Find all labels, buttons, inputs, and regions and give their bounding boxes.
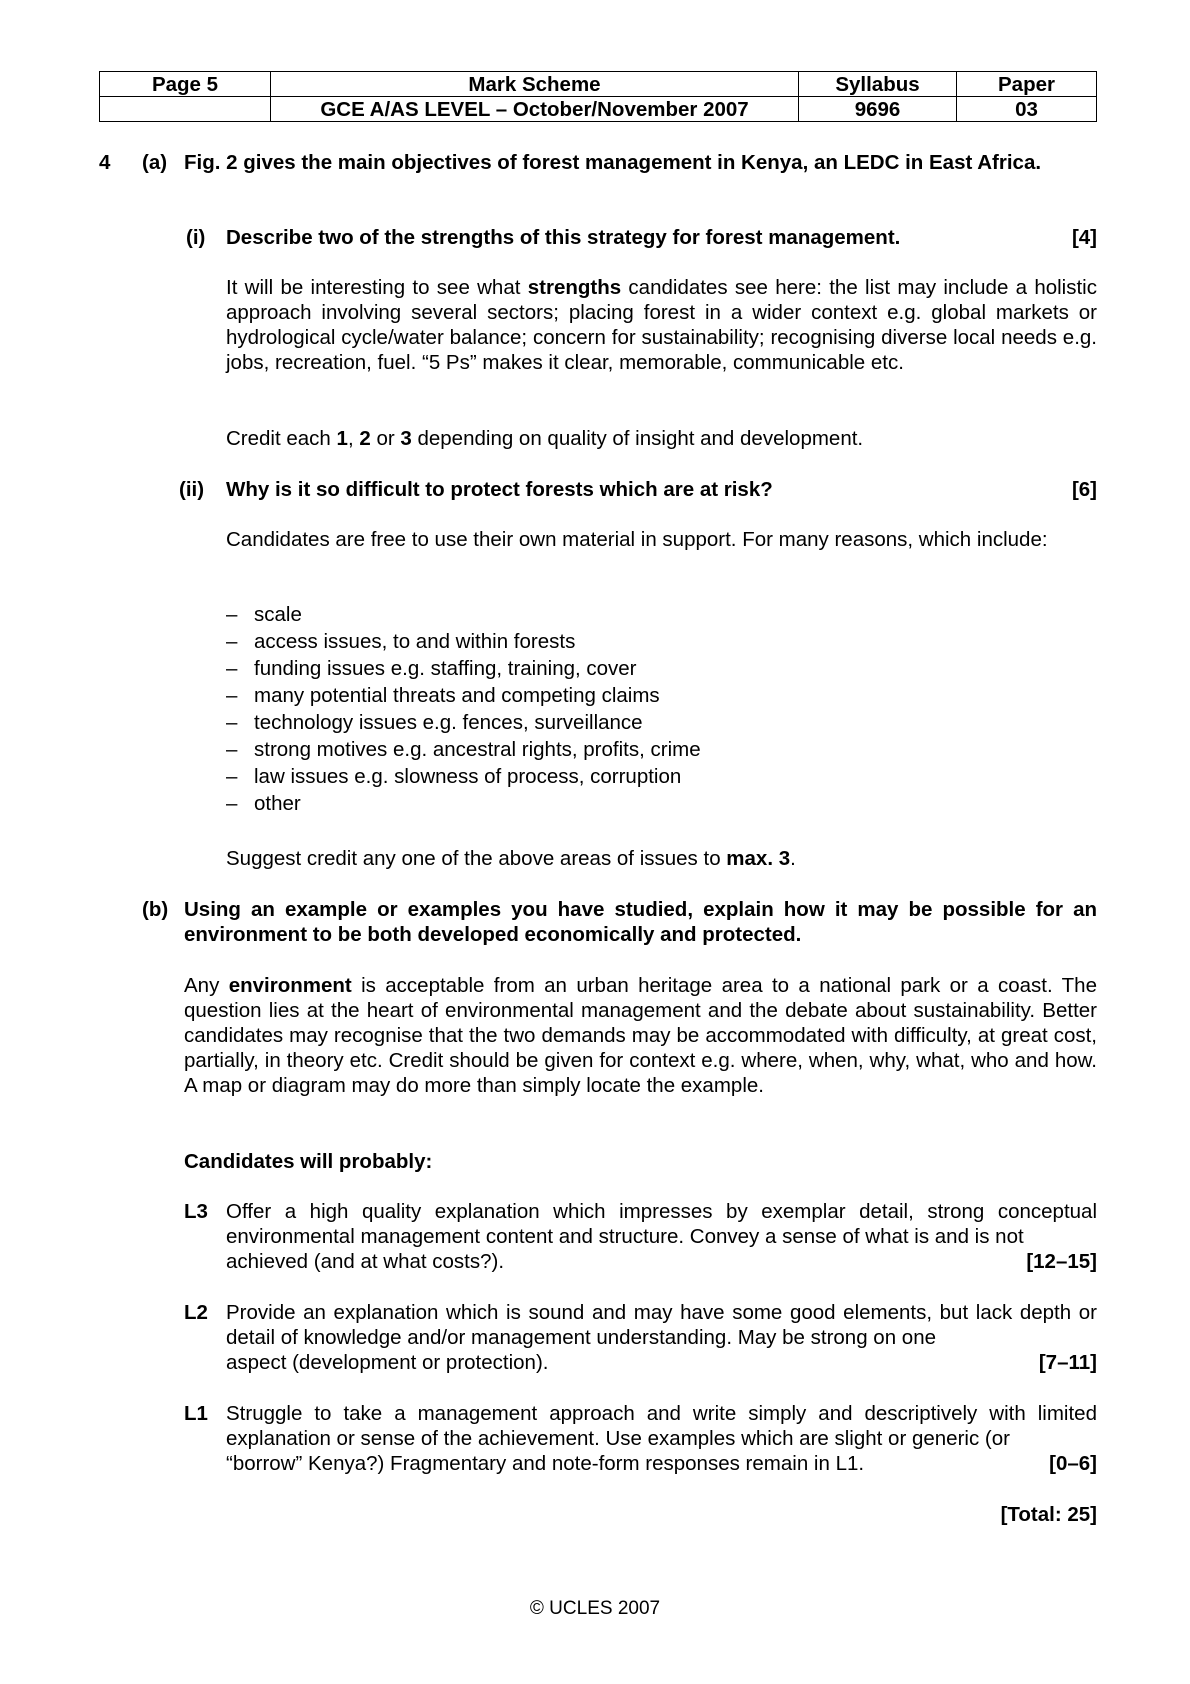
list-item	[226, 790, 1097, 817]
header-empty-cell	[100, 97, 271, 122]
level-description: Provide an explanation which is sound and may have some good elements, but lack depth or detail of knowledge and/or management understanding. May be strong on one	[226, 1301, 1097, 1349]
reasons-list	[226, 601, 1097, 817]
level-label: L3	[184, 1200, 208, 1223]
emphasis-strengths: strengths	[527, 276, 622, 299]
level-last-line	[226, 1350, 1097, 1375]
list-item-text: scale	[254, 603, 302, 626]
level-l1	[184, 1401, 1097, 1476]
list-item-text: funding issues e.g. staffing, training, cover	[254, 657, 637, 680]
header-doc-title: Mark Scheme	[271, 72, 799, 97]
level-description-end: aspect (development or protection).	[226, 1351, 549, 1374]
subpart-i-row	[226, 225, 1097, 250]
header-exam: GCE A/AS LEVEL – October/November 2007	[271, 97, 799, 122]
level-text	[226, 1300, 1097, 1375]
candidates-heading: Candidates will probably:	[184, 1150, 433, 1173]
list-item	[226, 628, 1097, 655]
subpart-i-answer	[226, 275, 1097, 375]
emphasis: 1	[336, 427, 348, 450]
level-marks: [7–11]	[1038, 1351, 1097, 1374]
text-run: Suggest credit any one of the above areas of issues to	[226, 847, 727, 870]
part-a-question: Fig. 2 gives the main objectives of forest management in Kenya, an LEDC in East Africa.	[184, 151, 1042, 174]
level-label: L2	[184, 1301, 208, 1324]
text-run: or	[370, 427, 401, 450]
subpart-ii-intro: Candidates are free to use their own material in support. For many reasons, which include:	[226, 528, 1048, 551]
footer-copyright: © UCLES 2007	[529, 1598, 661, 1619]
subpart-ii-label: (ii)	[179, 478, 205, 501]
list-item	[226, 736, 1097, 763]
subpart-i-marks: [4]	[1071, 226, 1097, 249]
level-description-end: “borrow” Kenya?) Fragmentary and note-form responses remain in L1.	[226, 1452, 865, 1475]
level-last-line	[226, 1249, 1097, 1274]
header-table	[99, 71, 1097, 122]
level-text	[226, 1401, 1097, 1476]
part-a-label: (a)	[142, 151, 168, 174]
list-item	[226, 763, 1097, 790]
subpart-ii-marks: [6]	[1071, 478, 1097, 501]
header-paper-label: Paper	[957, 72, 1097, 97]
dash-bullet: –	[226, 684, 238, 707]
level-description-end: achieved (and at what costs?).	[226, 1250, 505, 1273]
list-item-text: other	[254, 792, 301, 815]
text-run: Credit each	[226, 427, 337, 450]
list-item-text: access issues, to and within forests	[254, 630, 576, 653]
dash-bullet: –	[226, 603, 238, 626]
level-marks: [12–15]	[1026, 1250, 1097, 1273]
text-run: .	[790, 847, 796, 870]
part-b-question: Using an example or examples you have studied, explain how it may be possible for an environment to be both developed economically and protected.	[184, 898, 1097, 946]
level-l2	[184, 1300, 1097, 1375]
list-item-text: strong motives e.g. ancestral rights, profits, crime	[254, 738, 701, 761]
level-last-line	[226, 1451, 1097, 1476]
dash-bullet: –	[226, 792, 238, 815]
dash-bullet: –	[226, 765, 238, 788]
level-description: Struggle to take a management approach and write simply and descriptively with limited explanation or sense of the achievement. Use examples which are slight or generic (or	[226, 1402, 1097, 1450]
list-item-text: technology issues e.g. fences, surveillance	[254, 711, 643, 734]
dash-bullet: –	[226, 711, 238, 734]
text-run: depending on quality of insight and development.	[411, 427, 864, 450]
text-run: candidates see here: the list may include a holistic approach involving several sectors; placing forest in a wider context e.g. global markets or hydrological cycle/water balance; concern for sustainability; recognising diverse local needs e.g. jobs, recreation, fuel. “5 Ps” makes it clear, memorable, communicable etc.	[226, 276, 1097, 374]
list-item	[226, 601, 1097, 628]
question-number: 4	[99, 151, 111, 174]
list-item	[226, 709, 1097, 736]
emphasis: 2	[359, 427, 371, 450]
total-marks: [Total: 25]	[1000, 1503, 1097, 1526]
part-b-answer	[184, 973, 1097, 1098]
level-marks: [0–6]	[1049, 1452, 1097, 1475]
level-description: Offer a high quality explanation which impresses by exemplar detail, strong conceptual environmental management content and structure. Convey a sense of what is and is not	[226, 1200, 1097, 1248]
level-text	[226, 1199, 1097, 1274]
subpart-i-label: (i)	[186, 226, 206, 249]
dash-bullet: –	[226, 738, 238, 761]
header-paper-code: 03	[957, 97, 1097, 122]
subpart-i-question: Describe two of the strengths of this strategy for forest management.	[226, 226, 901, 249]
list-item	[226, 682, 1097, 709]
list-item	[226, 655, 1097, 682]
header-syllabus-label: Syllabus	[799, 72, 957, 97]
emphasis: 3	[400, 427, 412, 450]
level-label: L1	[184, 1402, 208, 1425]
text-run: Any	[184, 974, 229, 997]
dash-bullet: –	[226, 657, 238, 680]
level-l3	[184, 1199, 1097, 1274]
list-item-text: many potential threats and competing claims	[254, 684, 660, 707]
text-run: It will be interesting to see what	[226, 276, 528, 299]
list-item-text: law issues e.g. slowness of process, corruption	[254, 765, 682, 788]
subpart-ii-row	[226, 477, 1097, 502]
subpart-ii-question: Why is it so difficult to protect forests which are at risk?	[226, 478, 773, 501]
part-b-label: (b)	[142, 898, 169, 921]
header-page: Page 5	[100, 72, 271, 97]
subpart-i-credit	[226, 426, 863, 451]
header-syllabus-code: 9696	[799, 97, 957, 122]
emphasis-max: max. 3	[726, 847, 791, 870]
dash-bullet: –	[226, 630, 238, 653]
subpart-ii-credit	[226, 846, 796, 871]
text-run: ,	[347, 427, 360, 450]
emphasis-environment: environment	[228, 974, 352, 997]
text-run: is acceptable from an urban heritage area to a national park or a coast. The question lies at the heart of environmental management and the debate about sustainability. Better candidates may recognise that the two demands may be accommodated with difficulty, at great cost, partially, in theory etc. Credit should be given for context e.g. where, when, why, what, who and how. A map or diagram may do more than simply locate the example.	[184, 974, 1097, 1097]
